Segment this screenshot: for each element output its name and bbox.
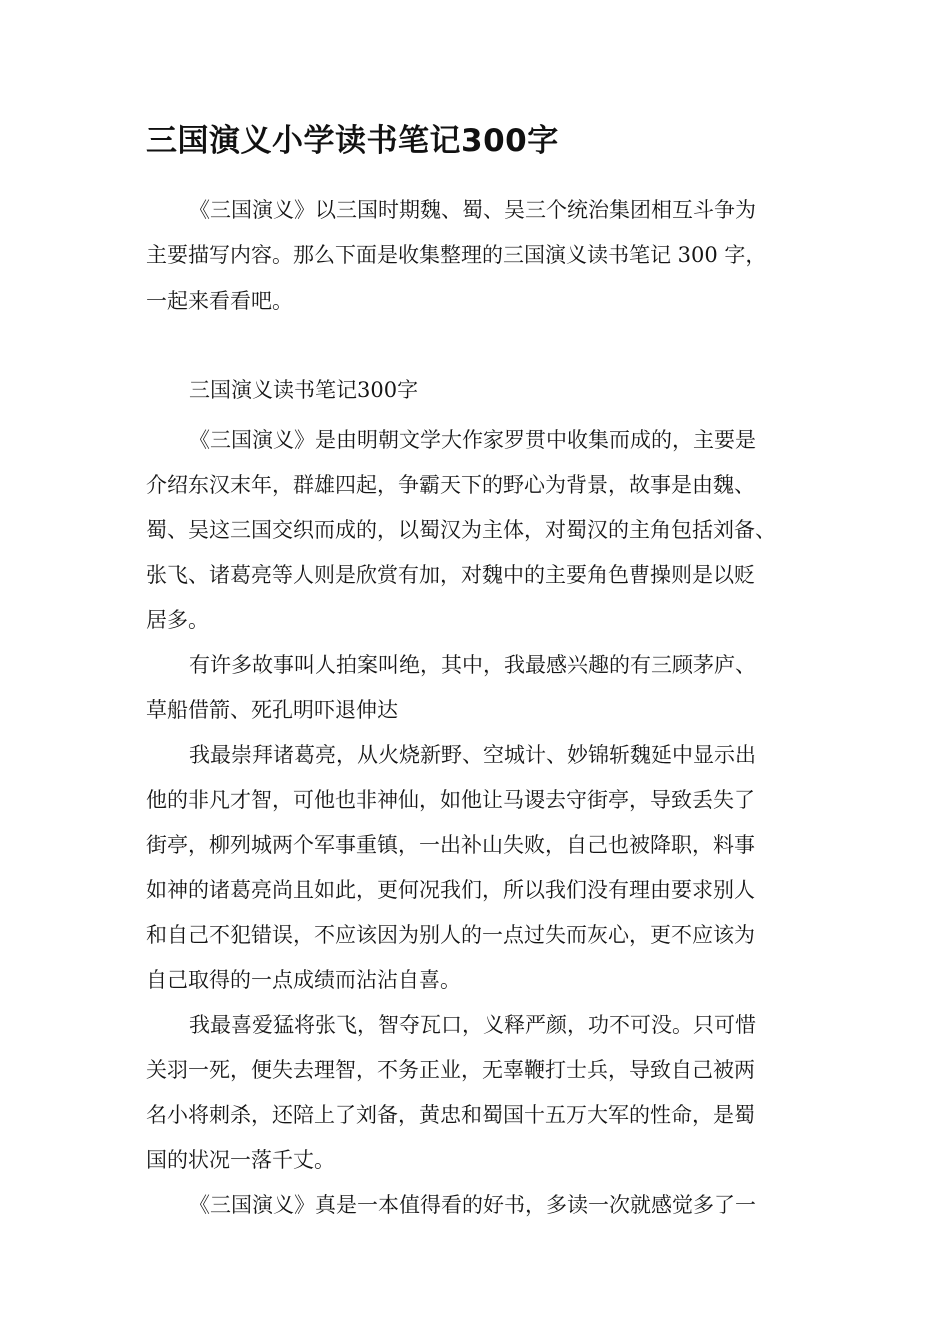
paragraph-5-line-1: 《三国演义》真是一本值得看的好书，多读一次就感觉多了一 [189,1193,756,1217]
paragraph-3-line-3: 街亭，柳列城两个军事重镇，一出补山失败，自己也被降职，料事 [146,833,755,857]
paragraph-4-line-2: 关羽一死，便失去理智，不务正业，无辜鞭打士兵，导致自己被两 [146,1058,755,1082]
intro-line-3: 一起来看看吧。 [146,289,293,313]
paragraph-3-line-6: 自己取得的一点成绩而沾沾自喜。 [146,968,461,992]
section-heading: 三国演义读书笔记300字 [189,378,419,402]
paragraph-3-line-2: 他的非凡才智，可他也非神仙，如他让马谡去守街亭，导致丢失了 [146,788,755,812]
intro-line-1: 《三国演义》以三国时期魏、蜀、吴三个统治集团相互斗争为 [189,198,756,222]
paragraph-4-line-3: 名小将刺杀，还陪上了刘备，黄忠和蜀国十五万大军的性命，是蜀 [146,1103,755,1127]
intro-line-2: 主要描写内容。那么下面是收集整理的三国演义读书笔记 300 字， [146,243,767,267]
paragraph-3-line-1: 我最崇拜诸葛亮，从火烧新野、空城计、妙锦斩魏延中显示出 [189,743,756,767]
paragraph-3-line-5: 和自己不犯错误，不应该因为别人的一点过失而灰心，更不应该为 [146,923,755,947]
paragraph-1-line-1: 《三国演义》是由明朝文学大作家罗贯中收集而成的，主要是 [189,428,756,452]
paragraph-2-line-1: 有许多故事叫人拍案叫绝，其中，我最感兴趣的有三顾茅庐、 [189,653,756,677]
paragraph-4-line-1: 我最喜爱猛将张飞，智夺瓦口，义释严颜，功不可没。只可惜 [189,1013,756,1037]
paragraph-1-line-4: 张飞、诸葛亮等人则是欣赏有加，对魏中的主要角色曹操则是以贬 [146,563,755,587]
paragraph-1-line-3: 蜀、吴这三国交织而成的，以蜀汉为主体，对蜀汉的主角包括刘备、 [146,518,776,542]
document-title: 三国演义小学读书笔记300字 [146,123,559,159]
paragraph-3-line-4: 如神的诸葛亮尚且如此，更何况我们，所以我们没有理由要求别人 [146,878,755,902]
paragraph-1-line-5: 居多。 [146,608,209,632]
paragraph-2-line-2: 草船借箭、死孔明吓退伸达 [146,698,398,722]
paragraph-4-line-4: 国的状况一落千丈。 [146,1148,335,1172]
paragraph-1-line-2: 介绍东汉末年，群雄四起，争霸天下的野心为背景，故事是由魏、 [146,473,755,497]
